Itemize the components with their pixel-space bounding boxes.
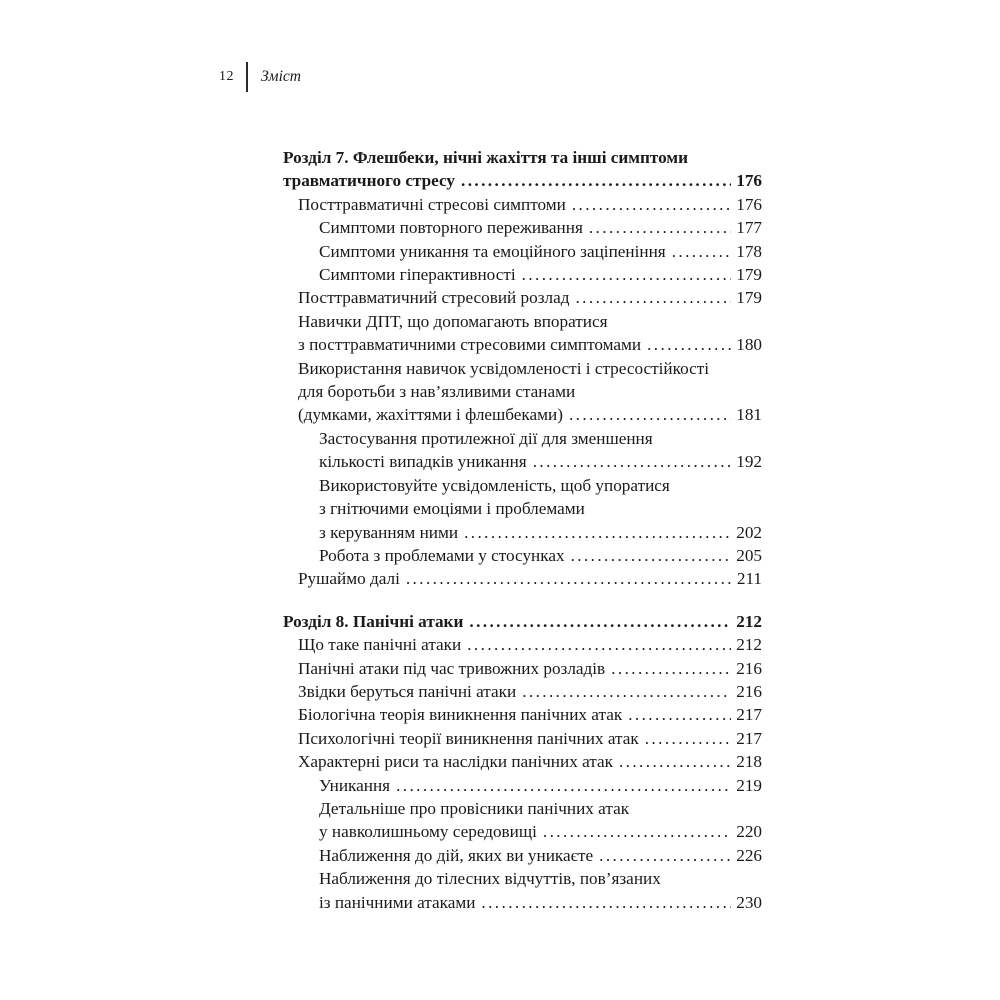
toc-page-number: 217 — [736, 705, 762, 725]
toc-section-1 — [283, 146, 762, 591]
toc-entry-text: з керуванням ними — [319, 522, 459, 542]
toc-entry — [283, 240, 762, 263]
toc-entry-line — [319, 797, 762, 820]
toc-entry — [283, 867, 762, 914]
toc-leader-dots — [672, 240, 732, 263]
toc-entry-line — [319, 891, 762, 914]
toc-page-number: 202 — [736, 522, 762, 542]
toc-entry-text: Детальніше про провісники панічних атак — [319, 798, 630, 818]
toc-leader-dots — [533, 450, 732, 473]
toc-entry-text: кількості випадків уникання — [319, 452, 527, 472]
toc-entry-line — [298, 380, 762, 403]
toc-section-2 — [283, 610, 762, 914]
toc-entry-line — [283, 169, 762, 192]
toc-entry-line — [319, 497, 762, 520]
toc-leader-dots — [572, 193, 731, 216]
toc-entry — [283, 567, 762, 590]
toc-entry — [283, 427, 762, 474]
toc-entry — [283, 633, 762, 656]
toc-leader-dots — [589, 216, 731, 239]
toc-leader-dots — [645, 727, 731, 750]
toc-page-number: 179 — [736, 265, 762, 285]
toc-entry-line — [319, 216, 762, 239]
toc-leader-dots — [467, 633, 731, 656]
toc-entry-line — [283, 146, 762, 169]
toc-page-number: 219 — [736, 775, 762, 795]
toc-entry-text: Застосування протилежної дії для зменшення — [319, 428, 653, 448]
folio-page-number: 12 — [219, 69, 234, 84]
toc-leader-dots — [522, 680, 731, 703]
toc-entry — [283, 263, 762, 286]
toc-entry-line — [319, 427, 762, 450]
toc-entry — [283, 680, 762, 703]
toc-entry-text: травматичного стресу — [283, 171, 456, 191]
running-head-title: Зміст — [261, 68, 301, 85]
toc-leader-dots — [469, 610, 731, 633]
toc-page-number: 181 — [736, 405, 762, 425]
toc-leader-dots — [611, 657, 731, 680]
toc-entry — [283, 216, 762, 239]
running-head — [219, 61, 301, 93]
toc-entry-text: Психологічні теорії виникнення панічних атак — [298, 728, 639, 748]
toc-leader-dots — [522, 263, 732, 286]
toc-page-number: 177 — [736, 218, 762, 238]
toc-page-number: 205 — [736, 545, 762, 565]
toc-entry-line — [319, 263, 762, 286]
toc-entry-text: (думками, жахіттями і флешбеками) — [298, 405, 563, 425]
toc-entry-text: Використовуйте усвідомленість, щоб упоратися — [319, 475, 670, 495]
toc-entry-line — [283, 610, 762, 633]
toc-entry-line — [298, 357, 762, 380]
toc-entry-text: Симптоми уникання та емоційного заціпеніння — [319, 241, 666, 261]
toc-entry-text: для боротьби з нав’язливими станами — [298, 382, 576, 402]
toc-leader-dots — [464, 521, 731, 544]
toc-leader-dots — [461, 169, 731, 192]
toc-chapter-entry — [283, 610, 762, 633]
toc-entry-line — [298, 286, 762, 309]
toc-page-number: 216 — [736, 681, 762, 701]
toc-entry-text: Розділ 7. Флешбеки, нічні жахіття та інші симптоми — [283, 148, 689, 167]
toc-page-number: 212 — [736, 611, 762, 631]
toc-entry — [283, 750, 762, 773]
toc-entry-text: у навколишньому середовищі — [319, 822, 537, 842]
toc-entry-line — [298, 727, 762, 750]
toc-entry — [283, 544, 762, 567]
toc-page-number: 218 — [736, 752, 762, 772]
toc-page-number: 230 — [736, 892, 762, 912]
toc-page-number: 180 — [736, 335, 762, 355]
toc-entry-line — [298, 703, 762, 726]
toc-entry — [283, 774, 762, 797]
toc-entry — [283, 310, 762, 357]
toc-entry-text: Робота з проблемами у стосунках — [319, 545, 565, 565]
toc-entry-text: Що таке панічні атаки — [298, 635, 462, 655]
toc-entry-text: Уникання — [319, 775, 391, 795]
toc-leader-dots — [543, 820, 731, 843]
toc-page-number: 220 — [736, 822, 762, 842]
toc-entry-text: Біологічна теорія виникнення панічних атак — [298, 705, 623, 725]
toc-entry-line — [319, 774, 762, 797]
toc-entry-line — [319, 820, 762, 843]
toc-entry-text: Симптоми повторного переживання — [319, 218, 583, 238]
toc-entry — [283, 657, 762, 680]
toc-entry — [283, 703, 762, 726]
toc-entry — [283, 193, 762, 216]
toc-entry — [283, 844, 762, 867]
toc-page-number: 216 — [736, 658, 762, 678]
toc-entry-text: Симптоми гіперактивності — [319, 265, 516, 285]
toc-leader-dots — [569, 403, 731, 426]
toc-leader-dots — [599, 844, 731, 867]
toc-entry-line — [298, 657, 762, 680]
toc-entry-text: Наближення до дій, яких ви уникаєте — [319, 845, 594, 865]
toc-entry-line — [319, 240, 762, 263]
toc-chapter-entry — [283, 146, 762, 193]
toc-leader-dots — [628, 703, 731, 726]
toc-entry-line — [319, 521, 762, 544]
toc-page-number: 217 — [736, 728, 762, 748]
toc-entry — [283, 474, 762, 544]
toc-leader-dots — [481, 891, 731, 914]
toc-entry-text: з гнітючими емоціями і проблемами — [319, 499, 585, 519]
toc-entry-line — [298, 633, 762, 656]
toc-entry-line — [298, 310, 762, 333]
toc-entry — [283, 797, 762, 844]
toc-entry-text: Наближення до тілесних відчуттів, пов’язаних — [319, 869, 661, 889]
toc-leader-dots — [647, 333, 731, 356]
toc-entry-text: із панічними атаками — [319, 892, 476, 912]
toc-entry-line — [298, 333, 762, 356]
toc-entry-text: Посттравматичний стресовий розлад — [298, 288, 570, 308]
toc-page-number: 212 — [736, 635, 762, 655]
toc-page-number: 176 — [736, 194, 762, 214]
running-head-rule — [246, 62, 248, 92]
toc-entry-text: Звідки беруться панічні атаки — [298, 681, 517, 701]
toc-entry-text: Характерні риси та наслідки панічних атак — [298, 752, 613, 772]
toc-entry-text: Панічні атаки під час тривожних розладів — [298, 658, 606, 678]
toc-entry-line — [319, 474, 762, 497]
toc-entry-line — [298, 750, 762, 773]
toc-entry — [283, 727, 762, 750]
toc-entry-line — [298, 567, 762, 590]
toc-entry-line — [298, 193, 762, 216]
toc-leader-dots — [406, 567, 732, 590]
toc-entry-text: Рушаймо далі — [298, 569, 400, 589]
toc — [283, 146, 762, 914]
toc-entry-line — [298, 680, 762, 703]
toc-entry-line — [319, 450, 762, 473]
toc-page-number: 211 — [736, 569, 762, 589]
toc-leader-dots — [575, 286, 731, 309]
toc-entry — [283, 286, 762, 309]
toc-page-number: 176 — [736, 171, 762, 191]
toc-page-number: 179 — [736, 288, 762, 308]
toc-leader-dots — [619, 750, 731, 773]
toc-entry-text: Навички ДПТ, що допомагають впоратися — [298, 311, 608, 331]
toc-leader-dots — [571, 544, 732, 567]
toc-entry-line — [319, 844, 762, 867]
toc-entry-line — [319, 544, 762, 567]
toc-entry-line — [319, 867, 762, 890]
toc-entry — [283, 357, 762, 427]
toc-entry-text: Розділ 8. Панічні атаки — [283, 611, 464, 631]
toc-entry-text: з посттравматичними стресовими симптомами — [298, 335, 642, 355]
toc-leader-dots — [396, 774, 731, 797]
toc-entry-text: Посттравматичні стресові симптоми — [298, 194, 566, 214]
toc-entry-line — [298, 403, 762, 426]
toc-page-number: 226 — [736, 845, 762, 865]
toc-page-number: 178 — [736, 241, 762, 261]
toc-entry-text: Використання навичок усвідомленості і стресостійкості — [298, 358, 710, 378]
toc-page-number: 192 — [736, 452, 762, 472]
